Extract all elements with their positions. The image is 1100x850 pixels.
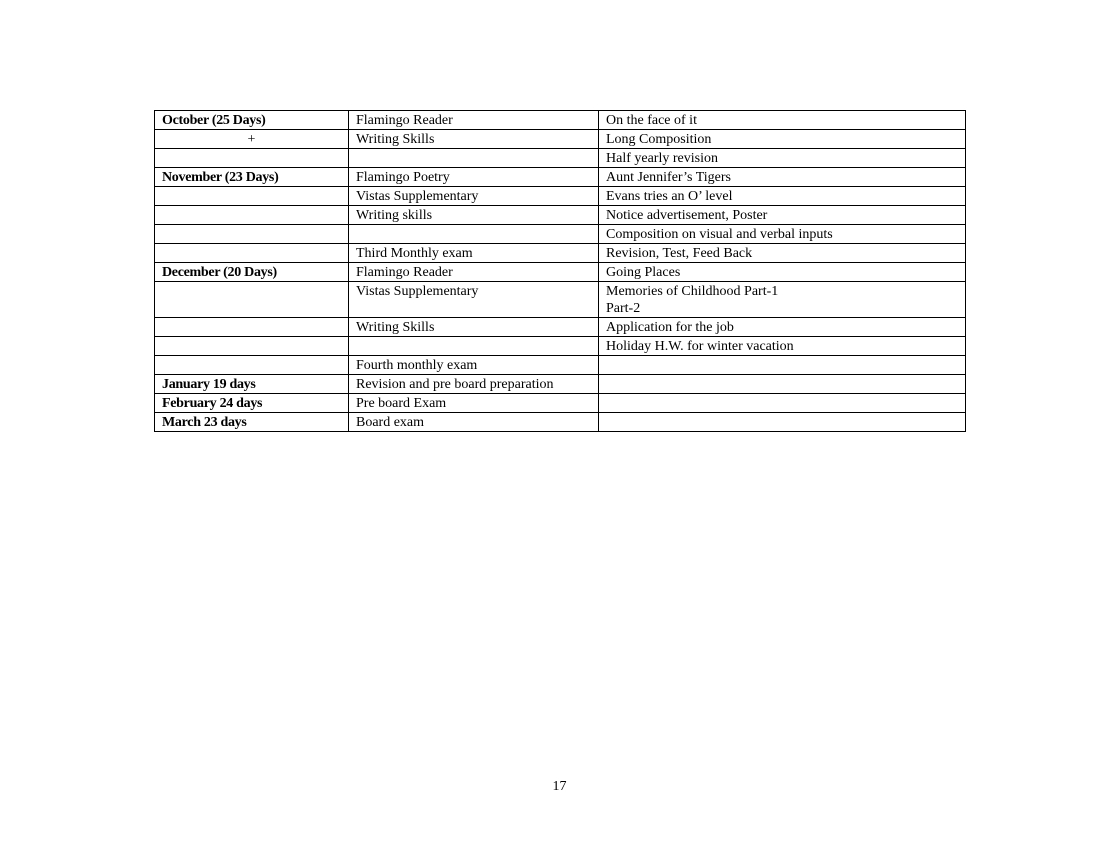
topic-cell: Half yearly revision: [599, 149, 966, 168]
month-cell: [155, 244, 349, 263]
book-cell: Flamingo Poetry: [349, 168, 599, 187]
month-cell: [155, 187, 349, 206]
book-cell: Third Monthly exam: [349, 244, 599, 263]
book-cell: [349, 225, 599, 244]
book-cell: Writing Skills: [349, 318, 599, 337]
table-row: [155, 263, 966, 282]
month-cell: [155, 356, 349, 375]
topic-cell: Long Composition: [599, 130, 966, 149]
month-cell: November (23 Days): [155, 168, 349, 187]
topic-line: Part-2: [606, 301, 641, 316]
topic-cell: [599, 413, 966, 432]
month-cell: December (20 Days): [155, 263, 349, 282]
topic-cell: Aunt Jennifer’s Tigers: [599, 168, 966, 187]
month-cell: [155, 225, 349, 244]
topic-cell: [599, 375, 966, 394]
syllabus-table: [154, 110, 966, 432]
book-cell: Vistas Supplementary: [349, 187, 599, 206]
topic-cell: Application for the job: [599, 318, 966, 337]
topic-cell: On the face of it: [599, 111, 966, 130]
table-row: [155, 413, 966, 432]
book-cell: Revision and pre board preparation: [349, 375, 599, 394]
table-row: [155, 282, 966, 318]
month-cell: March 23 days: [155, 413, 349, 432]
book-cell: Vistas Supplementary: [349, 282, 599, 318]
book-cell: Writing Skills: [349, 130, 599, 149]
month-cell: +: [155, 130, 349, 149]
topic-cell: [599, 394, 966, 413]
table-row: [155, 111, 966, 130]
table-row: [155, 375, 966, 394]
month-cell: [155, 149, 349, 168]
book-cell: Board exam: [349, 413, 599, 432]
month-cell: [155, 206, 349, 225]
month-cell: February 24 days: [155, 394, 349, 413]
book-cell: Writing skills: [349, 206, 599, 225]
topic-line: Memories of Childhood Part-1: [606, 284, 779, 299]
table-row: [155, 394, 966, 413]
table-row: [155, 337, 966, 356]
table-row: [155, 244, 966, 263]
table-row: [155, 149, 966, 168]
month-cell: [155, 337, 349, 356]
topic-cell: Going Places: [599, 263, 966, 282]
book-cell: Flamingo Reader: [349, 111, 599, 130]
book-cell: [349, 149, 599, 168]
topic-cell: Revision, Test, Feed Back: [599, 244, 966, 263]
book-cell: Flamingo Reader: [349, 263, 599, 282]
table-row: [155, 356, 966, 375]
topic-cell: Composition on visual and verbal inputs: [599, 225, 966, 244]
table-row: [155, 225, 966, 244]
month-cell: January 19 days: [155, 375, 349, 394]
table-row: [155, 318, 966, 337]
table-row: [155, 130, 966, 149]
book-cell: Fourth monthly exam: [349, 356, 599, 375]
page-number: 17: [552, 779, 567, 794]
book-cell: [349, 337, 599, 356]
book-cell: Pre board Exam: [349, 394, 599, 413]
topic-cell: [599, 356, 966, 375]
month-cell: [155, 318, 349, 337]
table-row: [155, 168, 966, 187]
month-cell: October (25 Days): [155, 111, 349, 130]
topic-cell: [599, 282, 966, 318]
month-cell: [155, 282, 349, 318]
topic-cell: Holiday H.W. for winter vacation: [599, 337, 966, 356]
table-row: [155, 187, 966, 206]
topic-cell: Evans tries an O’ level: [599, 187, 966, 206]
table-row: [155, 206, 966, 225]
topic-cell: Notice advertisement, Poster: [599, 206, 966, 225]
